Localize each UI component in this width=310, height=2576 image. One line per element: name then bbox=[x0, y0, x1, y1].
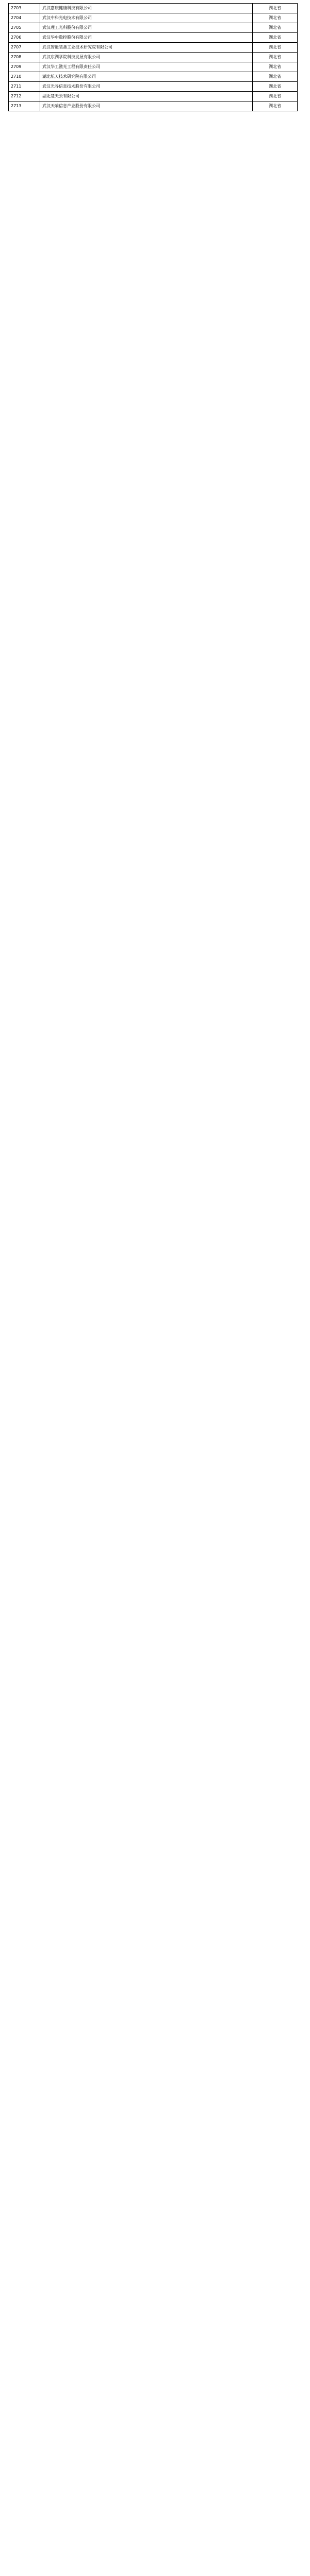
row-number-cell: 2706 bbox=[9, 33, 40, 43]
table-row bbox=[9, 23, 298, 33]
table-row bbox=[9, 53, 298, 62]
table-row bbox=[9, 72, 298, 82]
table-row bbox=[9, 62, 298, 72]
region-cell: 湖北省 bbox=[253, 82, 298, 92]
row-number-cell: 2713 bbox=[9, 101, 40, 111]
company-list-table bbox=[8, 3, 298, 111]
table-row bbox=[9, 4, 298, 13]
row-number-cell: 2712 bbox=[9, 92, 40, 101]
region-cell: 湖北省 bbox=[253, 43, 298, 53]
company-name-cell: 武汉中科光电技术有限公司 bbox=[40, 13, 253, 23]
row-number-cell: 2711 bbox=[9, 82, 40, 92]
row-number-cell: 2708 bbox=[9, 53, 40, 62]
row-number-cell: 2707 bbox=[9, 43, 40, 53]
company-name-cell: 武汉天喻信息产业股份有限公司 bbox=[40, 101, 253, 111]
row-number-cell: 2710 bbox=[9, 72, 40, 82]
table-body bbox=[9, 4, 298, 111]
region-cell: 湖北省 bbox=[253, 4, 298, 13]
region-cell: 湖北省 bbox=[253, 92, 298, 101]
table-row bbox=[9, 33, 298, 43]
row-number-cell: 2705 bbox=[9, 23, 40, 33]
company-name-cell: 武汉智能装备工业技术研究院有限公司 bbox=[40, 43, 253, 53]
row-number-cell: 2704 bbox=[9, 13, 40, 23]
company-name-cell: 湖北楚天云有限公司 bbox=[40, 92, 253, 101]
company-name-cell: 武汉华中数控股份有限公司 bbox=[40, 33, 253, 43]
row-number-cell: 2709 bbox=[9, 62, 40, 72]
region-cell: 湖北省 bbox=[253, 72, 298, 82]
table-row bbox=[9, 92, 298, 101]
region-cell: 湖北省 bbox=[253, 101, 298, 111]
company-name-cell: 武汉嘉康健康科技有限公司 bbox=[40, 4, 253, 13]
region-cell: 湖北省 bbox=[253, 62, 298, 72]
region-cell: 湖北省 bbox=[253, 33, 298, 43]
row-number-cell: 2703 bbox=[9, 4, 40, 13]
table-row bbox=[9, 13, 298, 23]
region-cell: 湖北省 bbox=[253, 23, 298, 33]
region-cell: 湖北省 bbox=[253, 53, 298, 62]
company-name-cell: 武汉光谷信息技术股份有限公司 bbox=[40, 82, 253, 92]
company-name-cell: 武汉东湖学院科技发展有限公司 bbox=[40, 53, 253, 62]
table-row bbox=[9, 101, 298, 111]
table-row bbox=[9, 43, 298, 53]
company-name-cell: 武汉理工光科股份有限公司 bbox=[40, 23, 253, 33]
company-name-cell: 湖北航天技术研究院有限公司 bbox=[40, 72, 253, 82]
company-name-cell: 武汉华工激光工程有限责任公司 bbox=[40, 62, 253, 72]
table-row bbox=[9, 82, 298, 92]
region-cell: 湖北省 bbox=[253, 13, 298, 23]
